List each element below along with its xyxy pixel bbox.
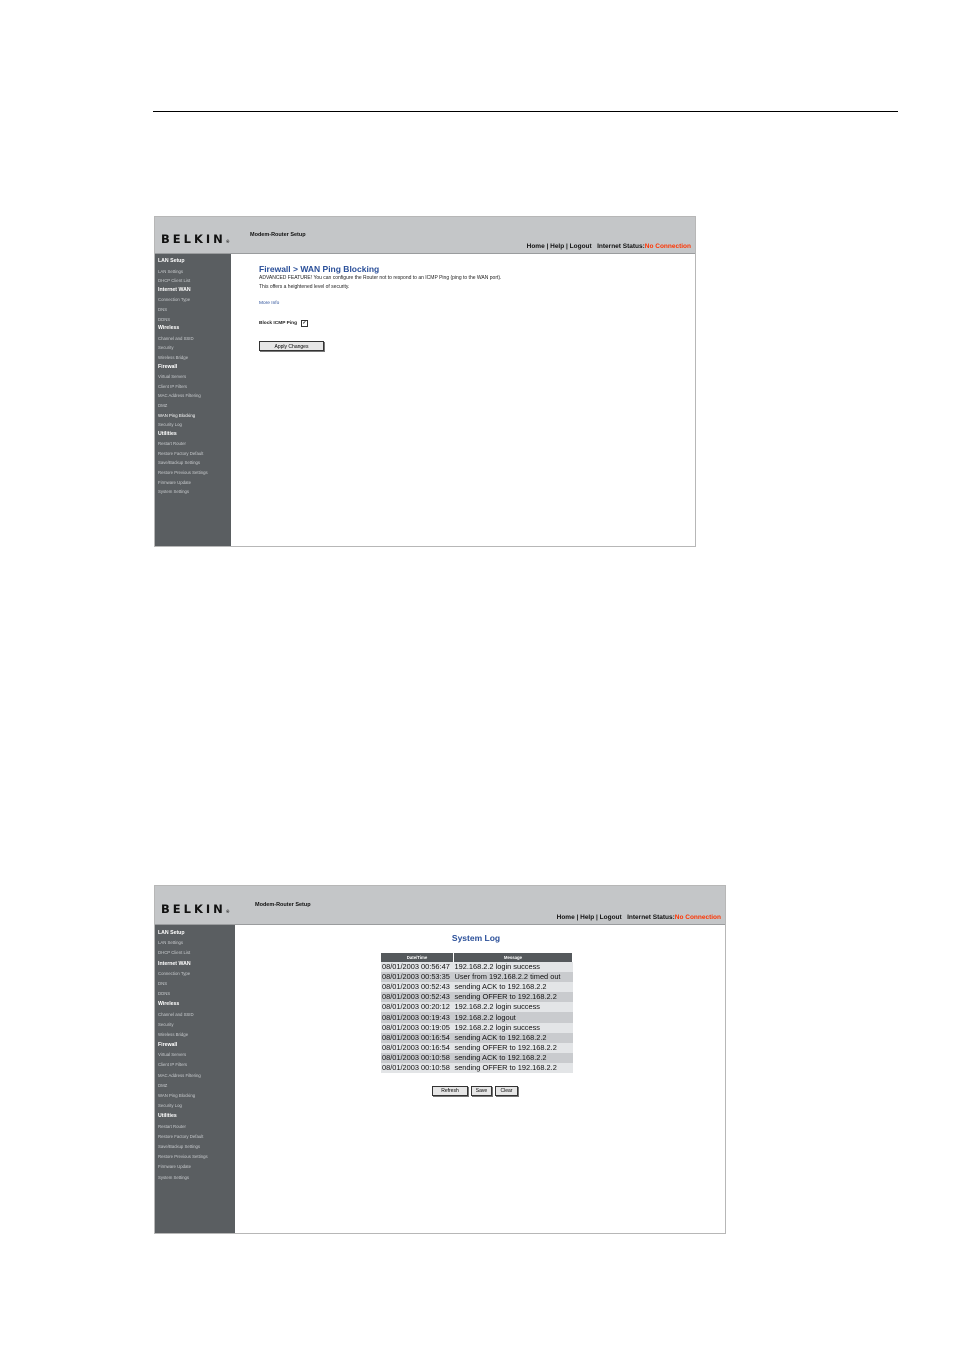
belkin-logo: BELKIN® [161, 232, 230, 246]
log-datetime-cell: 08/01/2003 00:52:43 [381, 982, 454, 992]
sidebar-item-ddns[interactable]: DDNS [158, 316, 171, 322]
table-row [381, 1002, 573, 1012]
sidebar-group-internet-wan: Internet WAN [158, 286, 191, 293]
log-message-cell: sending ACK to 192.168.2.2 [454, 1033, 573, 1043]
sidebar-group-wireless: Wireless [158, 1001, 180, 1008]
more-info-link[interactable]: More Info [259, 301, 280, 306]
header-bar [155, 217, 695, 254]
table-row [381, 962, 573, 972]
page-divider [153, 111, 898, 112]
sidebar-item-dns[interactable]: DNS [158, 980, 168, 986]
apply-changes-button[interactable]: Apply Changes [259, 341, 324, 351]
sidebar-group-firewall: Firewall [158, 363, 178, 370]
sidebar-item-lan-settings[interactable]: LAN Settings [158, 940, 184, 946]
header-bar [155, 886, 725, 925]
table-row [381, 1053, 573, 1063]
sidebar-item-virtual-servers[interactable]: Virtual Servers [158, 374, 187, 380]
sidebar-item-dhcp-client-list[interactable]: DHCP Client List [158, 278, 191, 284]
sidebar-item-firmware-update[interactable]: Firmware Update [158, 1164, 191, 1170]
feature-description: ADVANCED FEATURE! You can configure the Router not to respond to an ICMP Ping (ping to the WAN port). This offers a heightened level of security. [259, 275, 502, 290]
log-datetime-cell: 08/01/2003 00:10:58 [381, 1063, 454, 1073]
sidebar-item-connection-type[interactable]: Connection Type [158, 297, 191, 303]
log-datetime-cell: 08/01/2003 00:52:43 [381, 992, 454, 1002]
product-title: Modem-Router Setup [255, 902, 311, 908]
system-log-table [381, 953, 573, 1073]
log-datetime-cell: 08/01/2003 00:19:43 [381, 1012, 454, 1022]
table-row [381, 1033, 573, 1043]
logout-link[interactable]: Logout [599, 914, 622, 921]
table-row [381, 1012, 573, 1022]
sidebar-item-save-backup-settings[interactable]: Save/Backup Settings [158, 1143, 201, 1149]
sidebar-item-mac-address-filtering[interactable]: MAC Address Filtering [158, 1072, 201, 1078]
home-link[interactable]: Home [526, 243, 545, 250]
sidebar [155, 254, 231, 546]
table-row [381, 1023, 573, 1033]
log-datetime-cell: 08/01/2003 00:56:47 [381, 962, 454, 972]
sidebar-item-client-ip-filters[interactable]: Client IP Filters [158, 383, 188, 389]
internet-status-value: No Connection [644, 243, 691, 250]
sidebar-item-lan-settings[interactable]: LAN Settings [158, 268, 184, 274]
sidebar-item-security-log[interactable]: Security Log [158, 422, 182, 428]
save-button[interactable]: Save [471, 1086, 492, 1096]
table-row [381, 1043, 573, 1053]
log-datetime-cell: 08/01/2003 00:19:05 [381, 1023, 454, 1033]
belkin-logo: BELKIN® [161, 902, 230, 916]
sidebar-item-restore-factory-default[interactable]: Restore Factory Default [158, 1133, 204, 1139]
sidebar-item-wireless-bridge[interactable]: Wireless Bridge [158, 1031, 189, 1037]
sidebar-item-dhcp-client-list[interactable]: DHCP Client List [158, 950, 191, 956]
sidebar-item-dmz[interactable]: DMZ [158, 1082, 168, 1088]
screenshot-wan-ping-blocking [154, 216, 696, 547]
sidebar-item-ddns[interactable]: DDNS [158, 991, 171, 997]
log-message-cell: 192.168.2.2 login success [454, 1002, 573, 1012]
log-datetime-cell: 08/01/2003 00:16:54 [381, 1043, 454, 1053]
log-message-cell: 192.168.2.2 login success [454, 1023, 573, 1033]
sidebar-item-mac-address-filtering[interactable]: MAC Address Filtering [158, 393, 201, 399]
table-row [381, 982, 573, 992]
log-datetime-cell: 08/01/2003 00:20:12 [381, 1002, 454, 1012]
top-nav: Home | Help | Logout Internet Status:No Connection [526, 243, 691, 250]
log-message-cell: sending ACK to 192.168.2.2 [454, 982, 573, 992]
table-row [381, 1063, 573, 1073]
sidebar-item-restore-previous-settings[interactable]: Restore Previous Settings [158, 470, 208, 476]
column-header-datetime: Date/Time [381, 953, 454, 962]
log-message-cell: sending OFFER to 192.168.2.2 [454, 1043, 573, 1053]
sidebar [155, 925, 235, 1233]
block-icmp-ping-row [259, 320, 308, 327]
log-message-cell: sending OFFER to 192.168.2.2 [454, 1063, 573, 1073]
logout-link[interactable]: Logout [569, 243, 592, 250]
product-title: Modem-Router Setup [250, 232, 306, 238]
screenshot-system-log [154, 885, 726, 1234]
log-datetime-cell: 08/01/2003 00:16:54 [381, 1033, 454, 1043]
sidebar-group-utilities: Utilities [158, 1113, 177, 1120]
sidebar-item-firmware-update[interactable]: Firmware Update [158, 479, 191, 485]
sidebar-item-dns[interactable]: DNS [158, 306, 168, 312]
sidebar-item-wan-ping-blocking[interactable]: WAN Ping Blocking [158, 1093, 196, 1098]
internet-status-value: No Connection [674, 914, 721, 921]
sidebar-group-firewall: Firewall [158, 1042, 178, 1049]
sidebar-item-restart-router[interactable]: Restart Router [158, 441, 186, 447]
sidebar-group-utilities: Utilities [158, 430, 177, 437]
sidebar-item-restart-router[interactable]: Restart Router [158, 1123, 186, 1129]
refresh-button[interactable]: Refresh [432, 1086, 468, 1096]
sidebar-item-restore-previous-settings[interactable]: Restore Previous Settings [158, 1154, 208, 1160]
sidebar-item-connection-type[interactable]: Connection Type [158, 970, 191, 976]
sidebar-item-client-ip-filters[interactable]: Client IP Filters [158, 1062, 188, 1068]
internet-status-label: Internet Status: [627, 914, 675, 921]
sidebar-item-security[interactable]: Security [158, 1021, 174, 1027]
log-message-cell: sending ACK to 192.168.2.2 [454, 1053, 573, 1063]
sidebar-item-system-settings[interactable]: System Settings [158, 489, 190, 495]
log-message-cell: 192.168.2.2 login success [454, 962, 573, 972]
sidebar-item-channel-and-ssid[interactable]: Channel and SSID [158, 335, 194, 341]
log-datetime-cell: 08/01/2003 00:53:35 [381, 972, 454, 982]
table-row [381, 972, 573, 982]
help-link[interactable]: Help [550, 243, 565, 250]
block-icmp-ping-checkbox[interactable]: ✓ [302, 320, 307, 326]
sidebar-item-wan-ping-blocking[interactable]: WAN Ping Blocking [158, 412, 196, 418]
log-message-cell: User from 192.168.2.2 timed out [454, 972, 573, 982]
log-message-cell: 192.168.2.2 logout [454, 1012, 573, 1022]
table-row [381, 992, 573, 1002]
sidebar-item-security[interactable]: Security [158, 345, 174, 351]
sidebar-item-system-settings[interactable]: System Settings [158, 1174, 190, 1180]
help-link[interactable]: Help [580, 914, 595, 921]
top-nav: Home | Help | Logout Internet Status:No Connection [556, 914, 721, 921]
sidebar-item-dmz[interactable]: DMZ [158, 402, 168, 408]
sidebar-item-channel-and-ssid[interactable]: Channel and SSID [158, 1011, 194, 1017]
sidebar-group-lan-setup: LAN Setup [158, 258, 185, 264]
log-datetime-cell: 08/01/2003 00:10:58 [381, 1053, 454, 1063]
home-link[interactable]: Home [556, 914, 575, 921]
internet-status-label: Internet Status: [597, 243, 645, 250]
sidebar-item-wireless-bridge[interactable]: Wireless Bridge [158, 354, 189, 360]
sidebar-group-internet-wan: Internet WAN [158, 960, 191, 967]
clear-button[interactable]: Clear [495, 1086, 518, 1096]
sidebar-item-security-log[interactable]: Security Log [158, 1103, 182, 1109]
block-icmp-ping-label: Block ICMP Ping [259, 321, 298, 326]
column-header-message: Message [454, 953, 573, 962]
sidebar-item-save-backup-settings[interactable]: Save/Backup Settings [158, 460, 201, 466]
page-title: Firewall > WAN Ping Blocking [259, 264, 380, 274]
sidebar-item-restore-factory-default[interactable]: Restore Factory Default [158, 450, 204, 456]
log-actions [432, 1086, 518, 1096]
page-title: System Log [451, 933, 501, 943]
sidebar-group-wireless: Wireless [158, 325, 180, 332]
sidebar-item-virtual-servers[interactable]: Virtual Servers [158, 1052, 187, 1058]
log-message-cell: sending OFFER to 192.168.2.2 [454, 992, 573, 1002]
sidebar-group-lan-setup: LAN Setup [158, 930, 185, 936]
